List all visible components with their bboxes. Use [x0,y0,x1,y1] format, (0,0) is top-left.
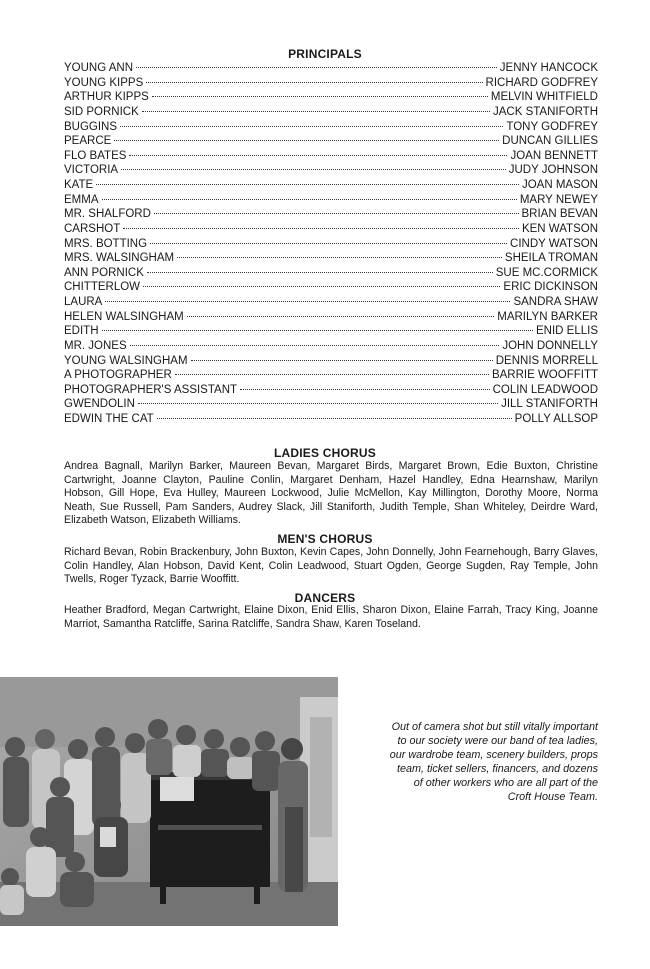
dot-leader [114,140,499,141]
cast-role: EDITH [64,325,99,338]
cast-role: YOUNG KIPPS [64,76,144,89]
cast-row [64,295,598,310]
dot-leader [138,403,498,404]
cast-role: MRS. BOTTING [64,237,148,250]
cast-role: ARTHUR KIPPS [64,91,149,104]
ladies-chorus-list: Andrea Bagnall, Marilyn Barker, Maureen Bevan, Margaret Birds, Margaret Brown, Edie Buxton, Christine Cartwright, Joanne Clayton, Pauline Conlin, Margaret Denham, Hazel Handley, Edna Hearnshaw, Marilyn Hobson, Gill Hope, Eva Hulley, Maureen Lockwood, Julie McMellon, Kay Millington, Dorothy Moore, Norma Neath, Sue Russell, Pam Sanders, Audrey Slack, Jill Staniforth, Judith Temple, Shan Whiteley, Deirdre Ward, Elizabeth Watson, Elizabeth Williams. [64,460,598,527]
dot-leader [102,199,517,200]
cast-actor: POLLY ALLSOP [514,413,598,425]
cast-row [64,368,598,383]
cast-row [64,397,598,412]
cast-row [64,90,598,105]
cast-actor: ENID ELLIS [536,325,598,338]
mens-chorus-list: Richard Bevan, Robin Brackenbury, John Buxton, Kevin Capes, John Donnelly, John Fearnehough, Barry Glaves, Colin Handley, Alan Hobson, David Kent, Colin Leadwood, Stuart Ogden, George Sugden, Ray Temple, John Twells, Roger Tyzack, Barrie Wooffitt. [64,546,598,586]
cast-actor: JOAN BENNETT [510,149,598,162]
dancers-heading: DANCERS [294,591,356,605]
cast-role: EMMA [64,193,99,206]
dot-leader [187,316,495,317]
dot-leader [136,67,497,68]
cast-row [64,339,598,354]
cast-row [64,120,598,135]
cast-actor: JILL STANIFORTH [501,398,598,411]
cast-actor: DUNCAN GILLIES [502,135,598,148]
cast-actor: RICHARD GODFREY [485,76,598,89]
principals-heading: PRINCIPALS [288,47,362,61]
principals-cast-list [64,61,598,427]
cast-actor: COLIN LEADWOOD [492,383,598,396]
ladies-chorus-heading: LADIES CHORUS [274,446,376,460]
cast-actor: TONY GODFREY [506,120,598,133]
cast-row [64,251,598,266]
cast-role: MR. JONES [64,339,127,352]
cast-row [64,193,598,208]
cast-role: CARSHOT [64,222,121,235]
cast-role: PHOTOGRAPHER'S ASSISTANT [64,383,238,396]
cast-row [64,383,598,398]
cast-role: KATE [64,179,94,191]
cast-role: CHITTERLOW [64,281,141,294]
dot-leader [123,228,519,229]
cast-row [64,354,598,369]
cast-actor: SANDRA SHAW [513,296,598,308]
cast-role: EDWIN THE CAT [64,413,154,425]
cast-role: VICTORIA [64,164,119,177]
dot-leader [130,345,500,346]
cast-actor: SUE MC.CORMICK [495,266,598,279]
cast-actor: JENNY HANCOCK [499,62,598,74]
cast-row [64,280,598,295]
cast-actor: JACK STANIFORTH [493,105,598,118]
dot-leader [129,155,507,156]
cast-actor: JOHN DONNELLY [502,339,598,352]
cast-role: YOUNG WALSINGHAM [64,354,188,367]
dot-leader [105,301,510,302]
cast-role: BUGGINS [64,120,118,133]
dot-leader [152,96,488,97]
photo-caption: Out of camera shot but still vitally important to our society were our band of tea ladies, our wardrobe team, scenery builders, props team, ticket sellers, financers, and dozens of other workers who are all part of the Croft House Team. [389,721,598,803]
dot-leader [143,286,500,287]
dot-leader [142,111,490,112]
cast-actor: CINDY WATSON [510,237,598,250]
cast-actor: JOAN MASON [521,179,598,191]
dot-leader [147,272,493,273]
dancers-list: Heather Bradford, Megan Cartwright, Elaine Dixon, Enid Ellis, Sharon Dixon, Elaine Farrah, Tracy King, Joanne Marriot, Samantha Ratcliffe, Sarina Ratcliffe, Sandra Shaw, Karen Toseland. [64,604,598,630]
cast-row [64,310,598,325]
dot-leader [175,374,489,375]
cast-role: A PHOTOGRAPHER [64,369,172,382]
cast-actor: KEN WATSON [521,222,598,235]
cast-actor: SHEILA TROMAN [504,252,598,265]
group-photo-image [0,677,338,926]
cast-role: LAURA [64,296,103,308]
cast-row [64,412,598,427]
dot-leader [121,169,506,170]
cast-actor: JUDY JOHNSON [508,164,598,177]
cast-row [64,76,598,91]
cast-row [64,163,598,178]
cast-row [64,266,598,281]
dot-leader [120,126,503,127]
dot-leader [177,257,502,258]
dot-leader [102,330,534,331]
mens-chorus-heading: MEN'S CHORUS [277,532,373,546]
cast-role: HELEN WALSINGHAM [64,310,184,323]
cast-role: GWENDOLIN [64,398,135,411]
cast-role: FLO BATES [64,149,127,162]
cast-row [64,207,598,222]
cast-actor: ERIC DICKINSON [503,281,598,294]
dot-leader [191,360,493,361]
cast-actor: DENNIS MORRELL [495,354,598,367]
cast-row [64,222,598,237]
cast-role: ANN PORNICK [64,266,144,279]
cast-actor: MARILYN BARKER [497,310,598,323]
cast-row [64,237,598,252]
dot-leader [146,82,482,83]
cast-row [64,61,598,76]
group-photo [0,677,338,926]
dot-leader [96,184,519,185]
cast-role: YOUNG ANN [64,62,134,74]
dot-leader [150,243,507,244]
cast-actor: MELVIN WHITFIELD [490,91,598,104]
cast-row [64,149,598,164]
cast-role: SID PORNICK [64,105,139,118]
cast-row [64,324,598,339]
cast-row [64,178,598,193]
dot-leader [240,389,490,390]
cast-actor: BARRIE WOOFFITT [491,369,598,382]
cast-row [64,105,598,120]
dot-leader [154,213,519,214]
cast-actor: MARY NEWEY [519,193,598,206]
cast-role: MR. SHALFORD [64,208,151,221]
cast-role: PEARCE [64,135,112,148]
dot-leader [157,418,512,419]
cast-role: MRS. WALSINGHAM [64,252,175,265]
cast-row [64,134,598,149]
cast-actor: BRIAN BEVAN [521,208,598,221]
